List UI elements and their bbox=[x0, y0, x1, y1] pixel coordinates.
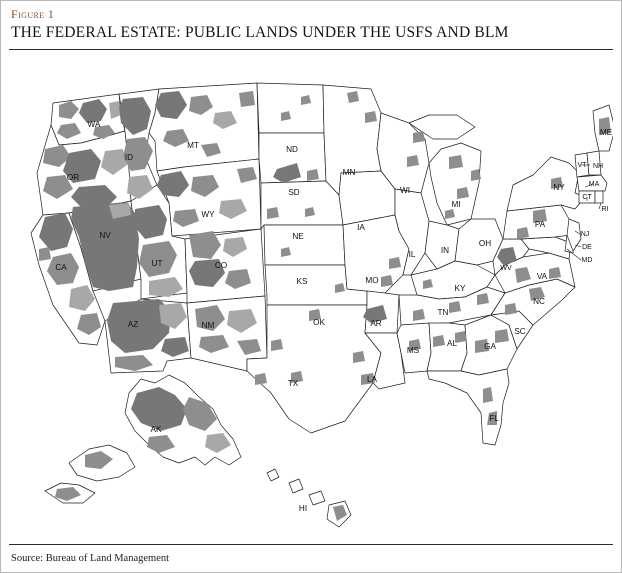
state-label-ND: ND bbox=[286, 145, 298, 155]
state-label-IN: IN bbox=[440, 246, 450, 256]
state-label-CT: CT bbox=[582, 193, 592, 201]
state-label-ME: ME bbox=[599, 128, 613, 138]
state-label-AZ: AZ bbox=[127, 320, 139, 330]
map-container bbox=[9, 53, 613, 533]
state-label-OH: OH bbox=[478, 239, 492, 249]
state-label-NC: NC bbox=[533, 297, 545, 307]
figure-title: THE FEDERAL ESTATE: PUBLIC LANDS UNDER THE USFS AND BLM bbox=[11, 24, 509, 41]
state-label-NV: NV bbox=[99, 231, 111, 241]
state-label-FL: FL bbox=[489, 414, 499, 424]
state-label-IL: IL bbox=[408, 250, 416, 260]
state-label-CA: CA bbox=[55, 263, 67, 273]
state-label-WI: WI bbox=[399, 186, 411, 196]
state-label-GA: GA bbox=[484, 342, 496, 352]
state-label-MO: MO bbox=[365, 276, 379, 286]
state-label-OK: OK bbox=[313, 318, 325, 328]
state-label-LA: LA bbox=[366, 375, 378, 385]
state-label-IA: IA bbox=[357, 223, 365, 233]
state-label-MD: MD bbox=[581, 256, 593, 264]
state-label-TX: TX bbox=[287, 379, 299, 389]
state-label-MI: MI bbox=[451, 200, 461, 210]
state-label-DE: DE bbox=[582, 243, 592, 251]
state-label-AL: AL bbox=[446, 339, 458, 349]
state-label-MA: MA bbox=[588, 180, 600, 188]
state-label-MT: MT bbox=[187, 141, 199, 151]
united-states-map bbox=[9, 53, 613, 533]
source-note: Source: Bureau of Land Management bbox=[11, 553, 170, 564]
state-label-VA: VA bbox=[536, 272, 548, 282]
source-divider bbox=[9, 544, 613, 545]
state-label-SD: SD bbox=[288, 188, 300, 198]
state-label-OR: OR bbox=[66, 173, 80, 183]
state-label-CO: CO bbox=[214, 261, 228, 271]
figure-label: Figure 1 bbox=[11, 7, 55, 21]
state-label-SC: SC bbox=[514, 327, 526, 337]
state-label-WV: WV bbox=[500, 264, 512, 272]
state-label-AR: AR bbox=[370, 319, 382, 329]
state-label-MS: MS bbox=[406, 346, 420, 356]
state-label-VT: VT bbox=[577, 161, 587, 169]
state-label-PA: PA bbox=[534, 220, 546, 230]
state-label-WA: WA bbox=[87, 120, 101, 130]
state-label-KY: KY bbox=[454, 284, 466, 294]
state-label-NM: NM bbox=[201, 321, 215, 331]
state-label-RI: RI bbox=[601, 205, 609, 213]
state-label-NH: NH bbox=[592, 162, 604, 170]
state-label-NY: NY bbox=[553, 183, 565, 193]
state-label-NE: NE bbox=[292, 232, 304, 242]
state-label-HI: HI bbox=[298, 504, 308, 514]
state-label-ID: ID bbox=[124, 153, 134, 163]
title-divider bbox=[9, 49, 613, 50]
state-label-WY: WY bbox=[201, 210, 215, 220]
state-label-AK: AK bbox=[150, 425, 162, 435]
state-label-UT: UT bbox=[151, 259, 163, 269]
state-label-TN: TN bbox=[437, 308, 449, 318]
state-label-NJ: NJ bbox=[580, 230, 590, 238]
state-label-KS: KS bbox=[296, 277, 308, 287]
state-label-MN: MN bbox=[342, 168, 356, 178]
